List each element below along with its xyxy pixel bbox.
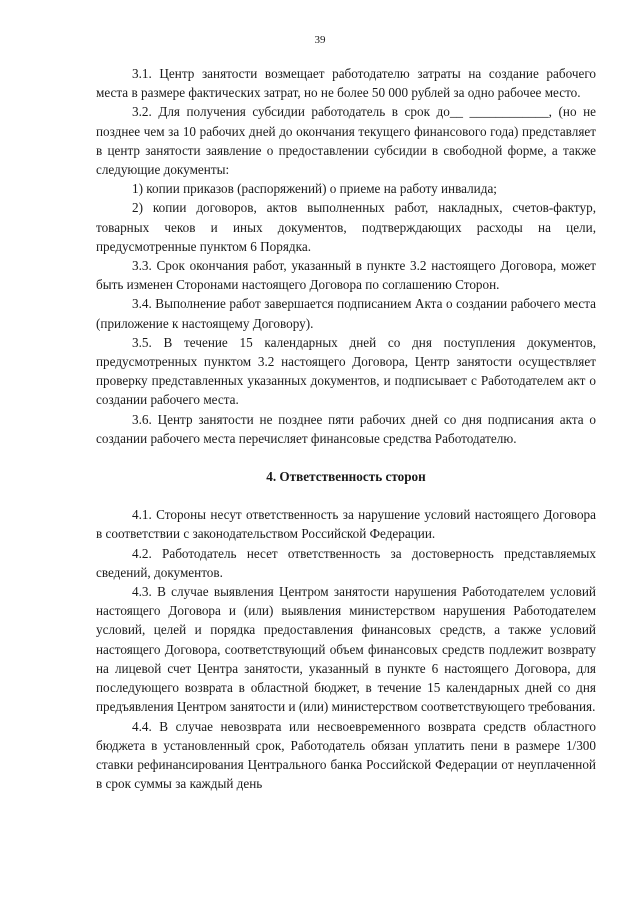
page-number: 39 [314,34,326,46]
list-item-1: 1) копии приказов (распоряжений) о приеме на работу инвалида; [132,181,497,197]
section-heading: 4. Ответственность сторон [266,469,426,485]
paragraph-3-6: 3.6. Центр занятости не позднее пяти рабочих дней со дня подписания акта о создании рабочего места перечисляет финансовые средства Работодателю. [96,411,596,446]
paragraph-4-1: 4.1. Стороны несут ответственность за нарушение условий настоящего Договора в соответствии с законодательством Российской Федерации. [96,507,596,542]
paragraph-4-2: 4.2. Работодатель несет ответственность за достоверность представляемых сведений, документов. [96,545,596,580]
paragraph-3-3: 3.3. Срок окончания работ, указанный в пункте 3.2 настоящего Договора, может быть изменен Сторонами настоящего Договора по соглашению Сторон. [96,258,596,293]
paragraph-3-1: 3.1. Центр занятости возмещает работодателю затраты на создание рабочего места в размере фактических затрат, но не более 50 000 рублей за одно рабочее место. [96,66,596,101]
paragraph-3-5: 3.5. В течение 15 календарных дней со дня поступления документов, предусмотренных пунктом 3.2 настоящего Договора, Центр занятости осуществляет проверку представленных указанных документов, и подписывает с Работодателем акт о создании рабочего места. [96,334,596,408]
document-body [96,64,596,793]
paragraph-3-4: 3.4. Выполнение работ завершается подписанием Акта о создании рабочего места (приложение к настоящему Договору). [96,296,596,331]
paragraph-4-4: 4.4. В случае невозврата или несвоевременного возврата средств областного бюджета в установленный срок, Работодатель обязан уплатить пени в размере 1/300 ставки рефинансирования Центрального банка Российской Федерации от неуплаченной в срок суммы за каждый день [96,718,596,792]
list-item-2: 2) копии договоров, актов выполненных работ, накладных, счетов-фактур, товарных чеков и иных документов, подтверждающих расходы на цели, предусмотренные пунктом 6 Порядка. [96,200,596,254]
paragraph-3-2: 3.2. Для получения субсидии работодатель в срок до__ ____________, (но не позднее чем за 10 рабочих дней до окончания текущего финансового года) представляет в центр занятости заявление о предоставлении субсидии в свободной форме, а также следующие документы: [96,104,596,178]
paragraph-4-3: 4.3. В случае выявления Центром занятости нарушения Работодателем условий настоящего Договора и (или) выявления министерством нарушения Работодателем условий, целей и порядка предоставления финансовых средств, а также условий настоящего Договора, соответствующий объем финансовых средств подлежит возврату на лицевой счет Центра занятости, указанный в пункте 6 настоящего Договора, для последующего возврата в областной бюджет, в течение 15 календарных дней со дня предъявления Центром занятости и (или) министерством соответствующего требования. [96,584,596,715]
